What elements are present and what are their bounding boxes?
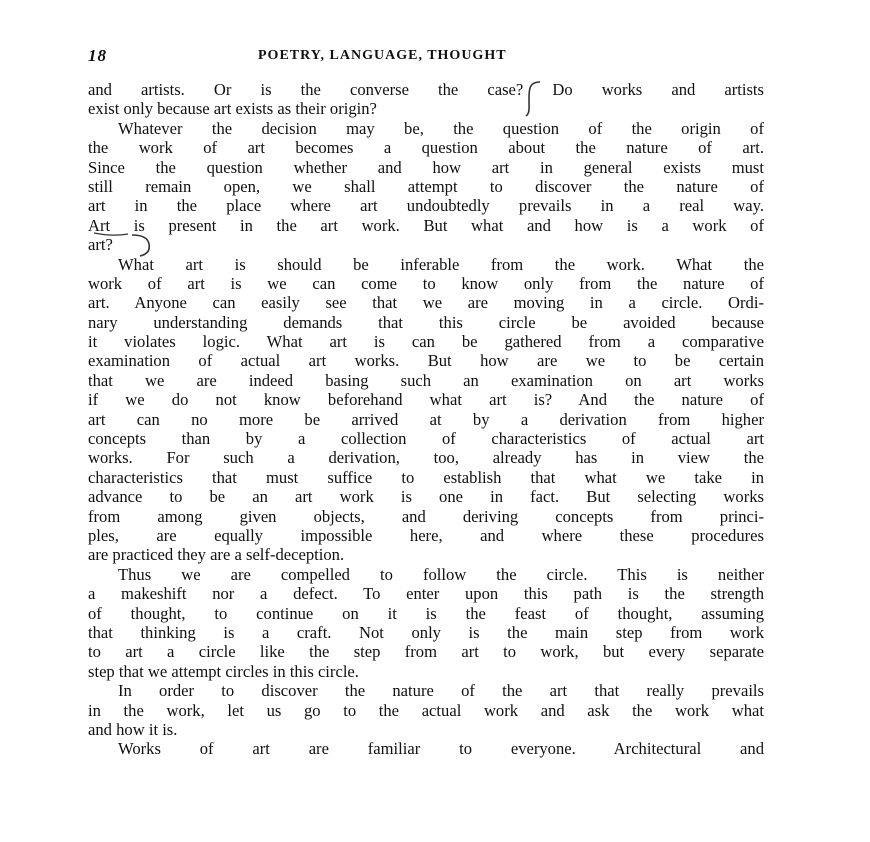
text-line: are practiced they are a self-deception. — [88, 545, 345, 565]
text-line: that we are indeed basing such an examination on art works — [88, 370, 764, 390]
text-line: exist only because art exists as their origin? — [88, 99, 377, 119]
text-line: advance to be an art work is one in fact. But selecting works — [88, 487, 764, 507]
text-line: What art is should be inferable from the work. What the — [118, 254, 764, 274]
text-line: it violates logic. What art is can be gathered from a comparative — [88, 332, 764, 352]
text-line: concepts than by a collection of characteristics of actual art — [88, 429, 764, 449]
text-line: nary understanding demands that this circle be avoided because — [88, 312, 764, 332]
body-text — [88, 80, 764, 759]
text-line: and artists. Or is the converse the case? Do works and artists — [88, 80, 764, 99]
text-line: a makeshift nor a defect. To enter upon this path is the strength — [88, 584, 764, 604]
text-line: Whatever the decision may be, the question of the origin of — [118, 118, 764, 138]
text-line: art can no more be arrived at by a derivation from higher — [88, 409, 764, 429]
text-line: from among given objects, and deriving concepts from princi- — [88, 506, 764, 526]
text-line: art in the place where art undoubtedly prevails in a real way. — [88, 196, 764, 216]
text-line: of thought, to continue on it is the feast of thought, assuming — [88, 603, 764, 623]
text-line: art? — [88, 235, 113, 255]
text-line: characteristics that must suffice to establish that what we take in — [88, 467, 764, 487]
text-line: and how it is. — [88, 719, 178, 739]
text-line: art. Anyone can easily see that we are moving in a circle. Ordi- — [88, 293, 764, 313]
text-line: ples, are equally impossible here, and where these procedures — [88, 525, 764, 545]
text-line: works. For such a derivation, too, already has in view the — [88, 448, 764, 468]
running-title: POETRY, LANGUAGE, THOUGHT — [258, 48, 507, 63]
text-line: that thinking is a craft. Not only is the main step from work — [88, 622, 764, 642]
text-line: work of art is we can come to know only from the nature of — [88, 273, 764, 293]
text-line: Works of art are familiar to everyone. Architectural and — [118, 739, 764, 759]
text-line: to art a circle like the step from art to work, but every separate — [88, 642, 764, 662]
running-head — [88, 46, 768, 70]
text-line: still remain open, we shall attempt to discover the nature of — [88, 176, 764, 196]
text-line: if we do not know beforehand what art is? And the nature of — [88, 390, 764, 410]
text-line: In order to discover the nature of the art that really prevails — [118, 681, 764, 701]
text-line: step that we attempt circles in this circle. — [88, 661, 359, 681]
text-line: Thus we are compelled to follow the circle. This is neither — [118, 564, 764, 584]
page-number: 18 — [88, 46, 107, 65]
text-line: the work of art becomes a question about the nature of art. — [88, 138, 764, 158]
text-line: Since the question whether and how art in general exists must — [88, 157, 764, 177]
text-line: Art is present in the art work. But what and how is a work of — [88, 215, 764, 235]
text-line: examination of actual art works. But how are we to be certain — [88, 351, 764, 371]
text-line: in the work, let us go to the actual work and ask the work what — [88, 700, 764, 720]
